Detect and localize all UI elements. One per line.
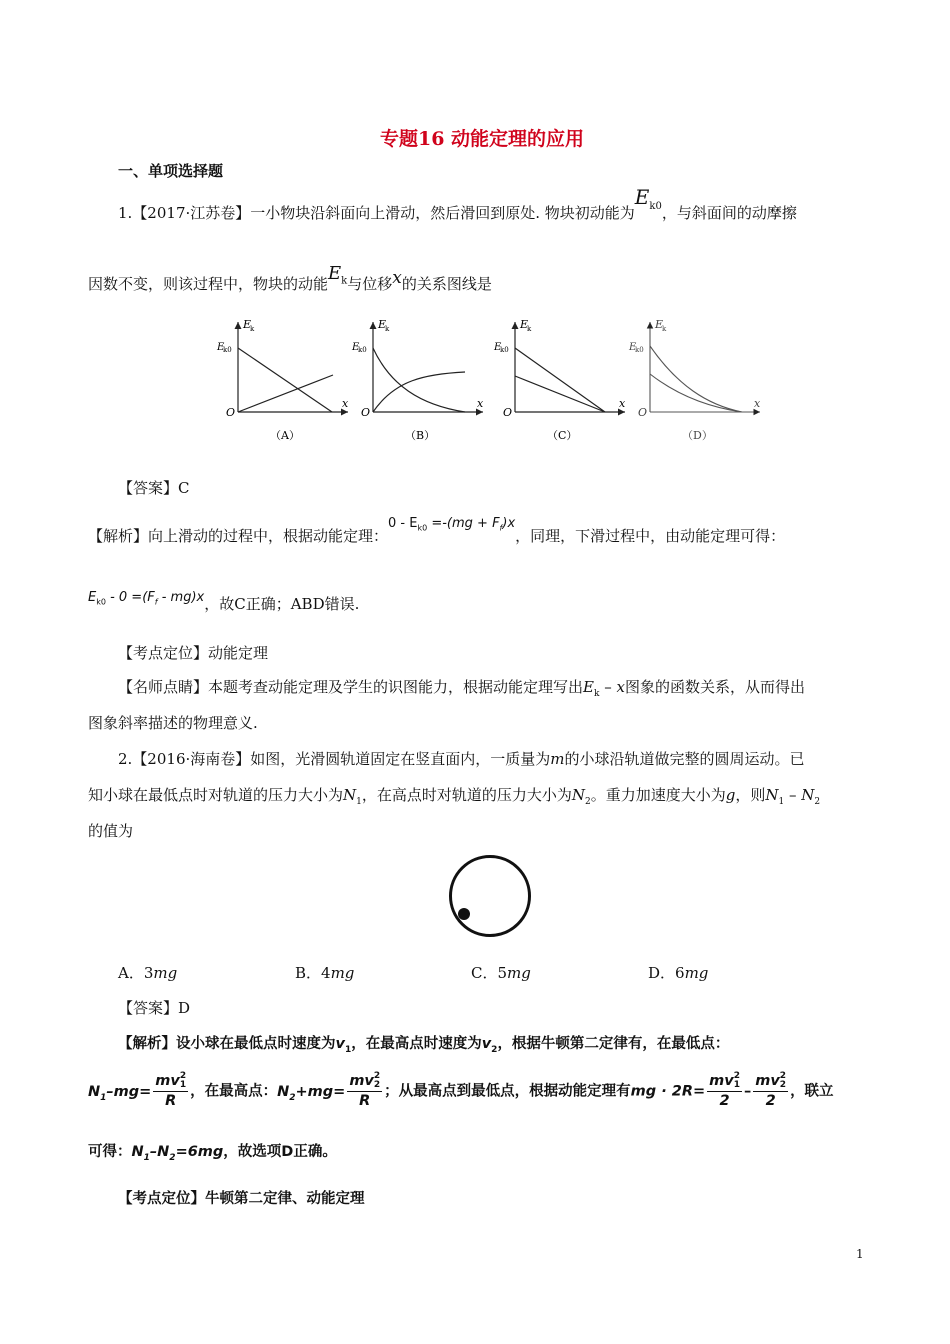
svg-text:O: O [226,406,236,419]
graph-c [493,318,626,442]
svg-text:x: x [619,397,626,410]
q1-analysis-2: $E_{k0} - 0 =(F_f - mg)x$，故C正确；ABD错误. [88,590,360,613]
svg-text:E: E [243,318,252,331]
svg-text:E: E [352,342,360,353]
circle-track-diagram [445,850,535,942]
svg-text:O: O [638,406,648,419]
q2-option-d: D．6mg [648,964,709,982]
page-number: 1 [856,1247,864,1261]
q2-analysis-1: 【解析】设小球在最低点时速度为$v_1$，在最高点时速度为$v_2$，根据牛顿第二定律有，在最低点： [118,1036,730,1055]
svg-text:k0: k0 [500,346,509,354]
q1-answer: 【答案】C [118,479,190,497]
svg-text:E: E [217,342,225,353]
svg-text:k: k [250,325,255,333]
q2-option-b: B．4mg [295,964,355,982]
svg-text:k: k [385,325,390,333]
svg-text:O: O [503,406,513,419]
svg-text:E: E [494,342,502,353]
svg-text:E: E [520,318,529,331]
svg-text:（A）: （A） [270,429,300,442]
q1-analysis: 【解析】向上滑动的过程中，根据动能定理：$0 - E_{k0} =-(mg + F_f)x$，同理，下滑过程中，由动能定理可得： [88,516,786,545]
q1-mingshi: 【名师点睛】本题考查动能定理及学生的识图能力，根据动能定理写出$E_k$ – x图象的函数关系，从而得出 [118,678,805,699]
svg-text:x: x [477,397,484,410]
svg-text:E: E [655,318,664,331]
q2-line2: 知小球在最低点时对轨道的压力大小为$N_1$，在高点时对轨道的压力大小为$N_2$。重力加速度大小为g，则$N_1 - N_2$ [88,786,821,807]
svg-text:E: E [629,342,637,353]
q2-kaodian: 【考点定位】牛顿第二定律、动能定理 [118,1191,365,1207]
graph-d [628,318,761,442]
svg-text:k: k [662,325,667,333]
svg-text:x: x [754,397,761,410]
q1-line1: 1.【2017·江苏卷】一小物块沿斜面向上滑动，然后滑回到原处. 物块初动能为$E_{k0}$，与斜面间的动摩擦 [118,185,797,222]
svg-text:（D）: （D） [682,429,713,442]
svg-text:k: k [527,325,532,333]
circular-track [451,857,530,936]
q1-line2: 因数不变，则该过程中，物块的动能$E_k$与位移x的关系图线是 [88,263,492,293]
section-heading: 一、单项选择题 [118,162,224,180]
q2-option-c: C．5mg [471,964,531,982]
q2-option-a: A．3mg [118,964,178,982]
svg-text:E: E [378,318,387,331]
q2-line3: 的值为 [88,822,134,840]
graph-b [351,318,484,442]
svg-text:O: O [361,406,371,419]
svg-text:x: x [342,397,349,410]
q1-kaodian: 【考点定位】动能定理 [118,644,269,662]
svg-text:（C）: （C） [547,429,578,442]
page-title: 专题16 动能定理的应用 [380,128,585,150]
svg-text:k0: k0 [223,346,232,354]
svg-text:（B）: （B） [405,429,436,442]
ball [458,908,470,920]
q1-graphs [215,310,775,445]
q1-mingshi-2: 图象斜率描述的物理意义. [88,714,258,732]
q2-analysis-equations: $N_1-mg=$ mv 2 1 R ，在最高点：$N_2+mg=$ mv 2 2 R ；从最高点到最低点，根据动能定理有mg · 2R= mv 2 1 2 – mv 2 2 2 ，联立 [88,1071,834,1109]
svg-text:k0: k0 [358,346,367,354]
q2-line1: 2.【2016·海南卷】如图，光滑圆轨道固定在竖直面内，一质量为m的小球沿轨道做完整的圆周运动。已 [118,750,805,768]
svg-text:k0: k0 [635,346,644,354]
q2-result: 可得：$N_1-N_2=6mg$，故选项D正确。 [88,1144,337,1163]
graph-a [216,318,349,442]
q2-answer: 【答案】D [118,999,191,1017]
